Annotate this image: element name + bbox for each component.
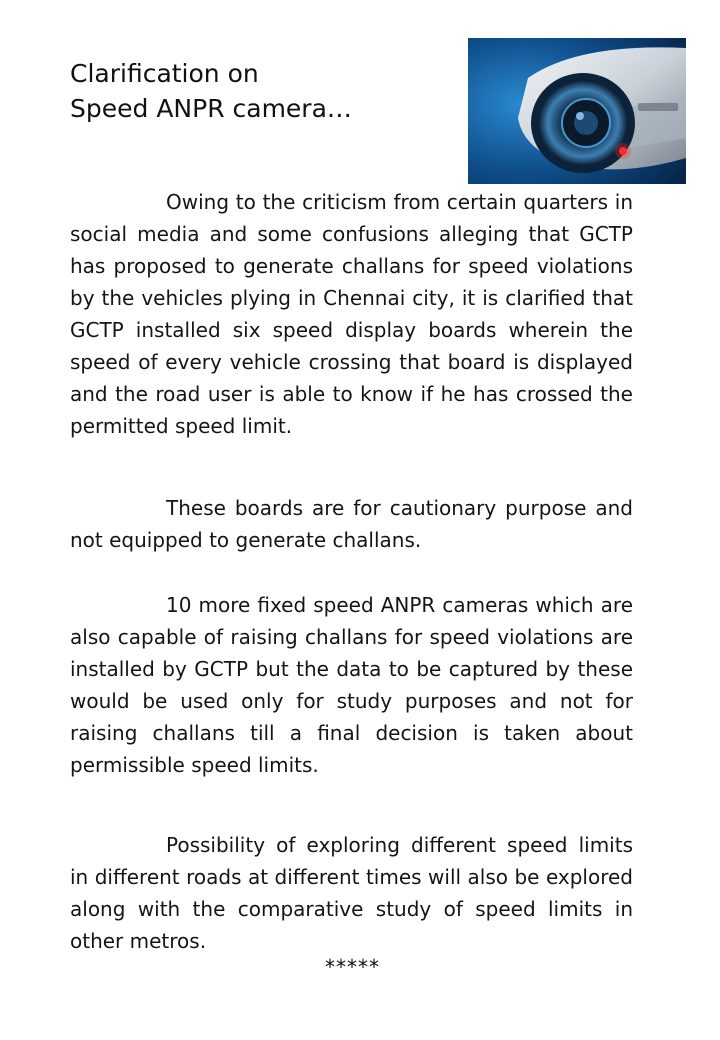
end-mark: *****: [325, 955, 380, 979]
cctv-camera-photo: [468, 38, 686, 184]
paragraph-3: 10 more fixed speed ANPR cameras which are also capable of raising challans for speed violations are installed by GCTP but the data to be captured by these would be used only for study purposes and not for raising challans till a final decision is taken about permissible speed limits.: [70, 593, 633, 777]
title-line-2: Speed ANPR camera…: [70, 94, 352, 123]
title-line-1: Clarification on: [70, 59, 259, 88]
paragraph-2: These boards are for cautionary purpose and not equipped to generate challans.: [70, 496, 633, 552]
cctv-camera-icon: [468, 38, 686, 184]
paragraph-4: Possibility of exploring different speed limits in different roads at different times will also be explored along with the comparative study of speed limits in other metros.: [70, 833, 633, 953]
page-title: [70, 56, 352, 126]
paragraph-1: Owing to the criticism from certain quarters in social media and some confusions alleging that GCTP has proposed to generate challans for speed violations by the vehicles plying in Chennai city, it is clarified that GCTP installed six speed display boards wherein the speed of every vehicle crossing that board is displayed and the road user is able to know if he has crossed the permitted speed limit.: [70, 190, 633, 438]
